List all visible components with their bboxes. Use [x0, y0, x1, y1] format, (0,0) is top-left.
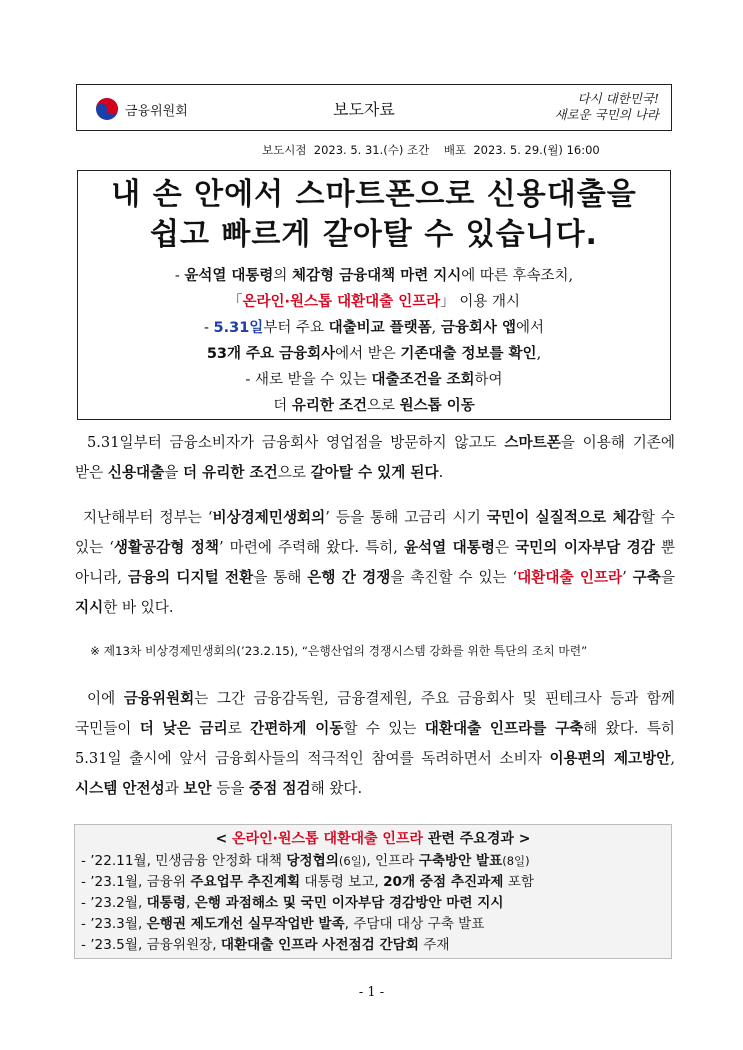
text-span: 대출비교 플랫폼	[328, 320, 432, 336]
text-span: 53개 주요 금융회사	[206, 346, 336, 362]
text-span: - ’23.1월, 금융위	[81, 874, 191, 890]
release-timing: 보도시점 2023. 5. 31.(수) 조간 배포 2023. 5. 29.(월) 16:00	[262, 143, 600, 157]
paragraph-2	[75, 503, 675, 623]
text-span: 뿐 아니라,	[75, 539, 675, 586]
text-span: 과	[164, 780, 184, 797]
text-span: 이용편의 제고방안	[549, 750, 671, 767]
text-span: ’	[622, 569, 633, 586]
text-span: 는 그간 금융감독원, 금융결제원, 주요 금융회사 및 핀테크사 등과 함께 국민들이	[75, 690, 675, 737]
text-span: - 새로 받을 수 있는	[245, 372, 372, 388]
text-span: 윤석열 대통령	[184, 268, 274, 284]
main-title	[78, 175, 670, 255]
subtitle-block	[78, 263, 670, 419]
doc-type: 보도자료	[333, 100, 395, 119]
text-span: 스마트폰	[504, 434, 561, 451]
text-span: ,	[670, 750, 675, 767]
text-span: 해 왔다.	[310, 780, 363, 797]
text-span: 구축방안 발표	[418, 853, 503, 869]
text-span: -	[174, 268, 185, 284]
header-band	[76, 84, 672, 131]
subtitle-line	[78, 367, 670, 393]
text-span: 기존대출 정보를 확인	[400, 346, 537, 362]
taegeuk-logo-icon	[95, 97, 119, 121]
text-span: <	[215, 831, 233, 847]
text-span: 유리한 조건	[291, 398, 367, 414]
text-span: 할 수 있는 ‘	[75, 509, 675, 556]
text-span: 지난해부터 정부는 ‘	[83, 509, 213, 526]
paragraph-3	[75, 684, 675, 804]
progress-item	[75, 893, 671, 914]
text-span: 해 왔다. 특히 5.31일 출시에 앞서 금융회사들의 적극적인 참여를 독려하면서 소비자	[75, 720, 676, 767]
org-name: 금융위원회	[125, 103, 188, 119]
progress-item	[75, 851, 671, 872]
text-span: 금융위원회	[123, 690, 195, 707]
text-span: -	[204, 320, 214, 336]
text-span: 대통령 보고,	[300, 874, 384, 890]
text-span: 생활공감형 정책	[113, 539, 219, 556]
text-span: 주재	[418, 937, 450, 953]
text-span: , 주담대 대상 구축 발표	[344, 916, 485, 932]
text-span: - ’23.5월, 금융위원장,	[81, 937, 221, 953]
text-span: - ’23.3월,	[81, 916, 147, 932]
text-span: ’ 마련에 주력해 왔다. 특히,	[218, 539, 404, 556]
text-span: 은행권 제도개선 실무작업반 발족	[146, 916, 345, 932]
text-span: 시스템 안전성	[75, 780, 165, 797]
text-span: ’ 등을 통해 고금리 시기	[325, 509, 487, 526]
text-span: 5.31일부터 금융소비자가 금융회사 영업점을 방문하지 않고도	[87, 434, 505, 451]
slogan-line2: 새로운 국민의 나라	[554, 107, 659, 122]
text-span: ,	[186, 895, 195, 911]
text-span: 온라인·원스톱 대환대출 인프라	[242, 294, 441, 310]
org-logo	[95, 97, 188, 121]
slogan-line1: 다시 대한민국!	[577, 91, 659, 106]
text-span: 보안	[183, 780, 212, 797]
text-span: (8일)	[502, 854, 530, 868]
text-span: 대출조건을 조회	[371, 372, 475, 388]
text-span: 할 수 있는	[343, 720, 425, 737]
text-span: 이에	[87, 690, 124, 707]
subtitle-line	[78, 315, 670, 341]
text-span: 로	[227, 720, 251, 737]
subtitle-line	[78, 263, 670, 289]
text-span: 으로	[277, 464, 311, 481]
footnote: ※ 제13차 비상경제민생회의(’23.2.15), “은행산업의 경쟁시스템 강화를 위한 특단의 조치 마련”	[90, 644, 588, 658]
text-span: 원스톱 이동	[399, 398, 475, 414]
text-span: 지시	[75, 599, 104, 616]
text-span: 온라인·원스톱 대환대출 인프라	[232, 831, 423, 847]
subtitle-line	[78, 341, 670, 367]
text-span: 구축	[632, 569, 661, 586]
text-span: 등을	[211, 780, 250, 797]
text-span: 부터 주요	[263, 320, 329, 336]
text-span: 「	[228, 294, 243, 310]
text-span: 관련 주요경과 >	[423, 831, 531, 847]
text-span: 의	[273, 268, 293, 284]
text-span: 을 촉진할 수 있는 ‘	[390, 569, 518, 586]
text-span: .	[438, 464, 444, 481]
text-span: 하여	[474, 372, 503, 388]
text-span: 윤석열 대통령	[403, 539, 495, 556]
text-span: 포함	[503, 874, 534, 890]
text-span: 을	[660, 569, 675, 586]
progress-item	[75, 872, 671, 893]
text-span: 간편하게 이동	[250, 720, 344, 737]
text-span: 갈아탈 수 있게 된다	[310, 464, 439, 481]
title-line2: 쉽고 빠르게 갈아탈 수 있습니다.	[150, 217, 598, 252]
text-span: 대환대출 인프라 사전점검 간담회	[220, 937, 419, 953]
text-span: - ’23.2월,	[81, 895, 147, 911]
text-span: 금융회사 앱	[440, 320, 516, 336]
text-span: 5.31일	[213, 320, 264, 336]
paragraph-1	[75, 428, 675, 488]
text-span: 대환대출 인프라를 구축	[424, 720, 584, 737]
text-span: 한 바 있다.	[103, 599, 174, 616]
text-span: 20개 중점 추진과제	[383, 874, 504, 890]
text-span: 으로	[367, 398, 400, 414]
text-span: (6일)	[338, 854, 367, 868]
slogan	[509, 91, 659, 123]
text-span: 국민이 실질적으로 체감	[486, 509, 641, 526]
text-span: ,	[431, 320, 441, 336]
text-span: 대환대출 인프라	[517, 569, 623, 586]
subtitle-line	[78, 289, 670, 315]
progress-box	[74, 824, 672, 959]
text-span: 주요업무 추진계획	[190, 874, 301, 890]
title-box	[77, 170, 671, 420]
text-span: 에 따른 후속조치,	[461, 268, 574, 284]
text-span: 신용대출	[107, 464, 165, 481]
text-span: 더 낮은 금리	[139, 720, 228, 737]
progress-heading	[75, 827, 671, 851]
text-span: 체감형 금융대책 마련 지시	[292, 268, 462, 284]
progress-item	[75, 935, 671, 956]
text-span: 에서 받은	[335, 346, 401, 362]
progress-item	[75, 914, 671, 935]
text-span: 은	[494, 539, 516, 556]
title-line1: 내 손 안에서 스마트폰으로 신용대출을	[111, 177, 637, 212]
text-span: 대통령	[146, 895, 186, 911]
subtitle-line	[78, 393, 670, 419]
text-span: 은행 과점해소 및 국민 이자부담 경감방안 마련 지시	[194, 895, 504, 911]
text-span: 을 이용해 기존에 받은	[75, 434, 676, 481]
text-span: 당정협의	[286, 853, 339, 869]
text-span: 을 통해	[253, 569, 308, 586]
text-span: 은행 간 경쟁	[307, 569, 391, 586]
text-span: 더	[273, 398, 292, 414]
text-span: - ’22.11월, 민생금융 안정화 대책	[81, 853, 287, 869]
text-span: 에서	[515, 320, 544, 336]
text-span: , 인프라	[366, 853, 419, 869]
text-span: 국민의 이자부담 경감	[515, 539, 655, 556]
page-number: - 1 -	[358, 985, 385, 1000]
text-span: 중점 점검	[249, 780, 311, 797]
text-span: 더 유리한 조건	[182, 464, 278, 481]
text-span: 을	[164, 464, 183, 481]
text-span: 」 이용 개시	[440, 294, 520, 310]
text-span: ,	[536, 346, 542, 362]
text-span: 비상경제민생회의	[212, 509, 326, 526]
text-span: 금융의 디지털 전환	[127, 569, 254, 586]
